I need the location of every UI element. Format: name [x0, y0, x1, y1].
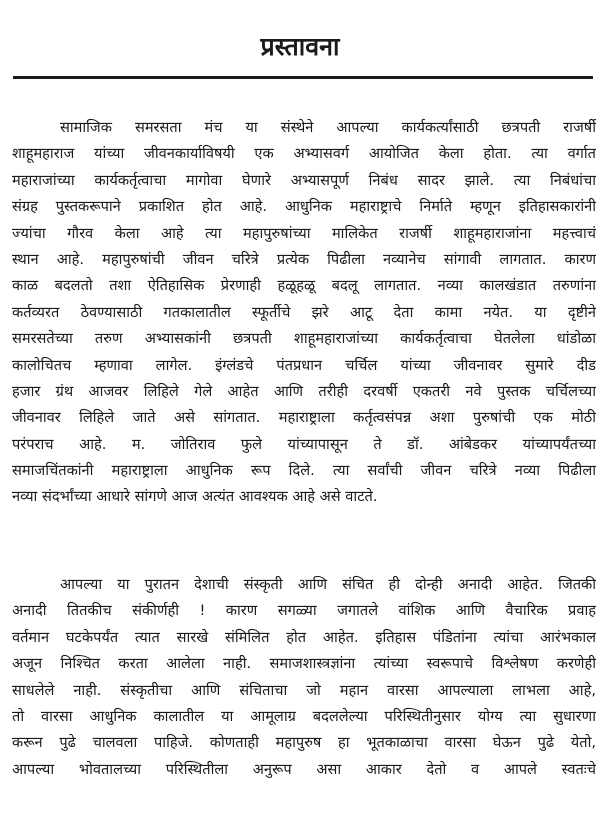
text-line: संग्रह पुस्तकरूपाने प्रकाशित होत आहे. आधुनिक महाराष्ट्राचे निर्माते म्हणून इतिहासकारांनी — [12, 198, 596, 216]
text-line: कालोचितच म्हणावा लागेल. इंग्लंडचे पंतप्रधान चर्चिल यांच्या जीवनावर सुमारे दीड — [12, 356, 596, 374]
text-line: कर्तव्यरत ठेवण्यासाठी गतकालातील स्फूर्तीचे झरे आटू देता कामा नयेत. या दृष्टीने — [12, 303, 596, 321]
text-line: समरसतेच्या तरुण अभ्यासकांनी छत्रपती शाहूमहाराजांच्या कार्यकर्तृत्वाचा घेतलेला धांडोळा — [12, 330, 596, 348]
text-line: साधलेले नाही. संस्कृतीचा आणि संचिताचा जो महान वारसा आपल्याला लाभला आहे, — [12, 681, 596, 699]
page-title: प्रस्तावना — [260, 32, 340, 61]
text-line: आपल्या भोवतालच्या परिस्थितीला अनुरूप असा आकार देतो व आपले स्वतःचे — [12, 760, 596, 778]
title-underline — [13, 76, 593, 79]
paragraph-2 — [12, 572, 596, 783]
text-line: करून पुढे चालवला पाहिजे. कोणताही महापुरुष हा भूतकाळाचा वारसा घेऊन पुढे येतो, — [12, 734, 596, 752]
text-line: आपल्या या पुरातन देशाची संस्कृती आणि संचित ही दोन्ही अनादी आहेत. जितकी — [60, 576, 596, 593]
text-line: शाहूमहाराज यांच्या जीवनकार्याविषयी एक अभ्यासवर्ग आयोजित केला होता. त्या वर्गात — [12, 145, 596, 163]
text-line: स्थान आहे. महापुरुषांची जीवन चरित्रे प्रत्येक पिढीला नव्यानेच सांगावी लागतात. कारण — [12, 250, 596, 268]
text-line: सामाजिक समरसता मंच या संस्थेने आपल्या कार्यकर्त्यांसाठी छत्रपती राजर्षी — [60, 119, 596, 136]
text-line: नव्या संदर्भांच्या आधारे सांगणे आज अत्यंत आवश्यक आहे असे वाटते. — [12, 488, 378, 506]
paragraph-1 — [12, 115, 596, 511]
text-line: तो वारसा आधुनिक कालातील या आमूलाग्र बदललेल्या परिस्थितीनुसार योग्य त्या सुधारणा — [12, 707, 596, 725]
text-line: परंपराच आहे. म. जोतिराव फुले यांच्यापासून ते डॉ. आंबेडकर यांच्यापर्यंतच्या — [12, 435, 596, 453]
text-line: समाजचिंतकांनी महाराष्ट्राला आधुनिक रूप दिले. त्या सर्वांची जीवन चरित्रे नव्या पिढीला — [12, 462, 596, 480]
text-line: जीवनावर लिहिले जाते असे सांगतात. महाराष्ट्राला कर्तृत्वसंपन्न अशा पुरुषांची एक मोठी — [12, 409, 596, 427]
text-line: अजून निश्चित करता आलेला नाही. समाजशास्त्रज्ञांना त्यांच्या स्वरूपाचे विश्लेषण करणेही — [12, 655, 596, 673]
text-line: महाराजांच्या कार्यकर्तृत्वाचा मागोवा घेणारे अभ्यासपूर्ण निबंध सादर झाले. त्या निबंधांचा — [12, 171, 596, 189]
text-line: काळ बदलतो तशा ऐतिहासिक प्रेरणाही हळूहळू बदलू लागतात. नव्या कालखंडात तरुणांना — [12, 277, 596, 295]
text-line: अनादी तितकीच संकीर्णही ! कारण सगळ्या जगातले वांशिक आणि वैचारिक प्रवाह — [12, 602, 596, 620]
text-line: हजार ग्रंथ आजवर लिहिले गेले आहेत आणि तरीही दरवर्षी एकतरी नवे पुस्तक चर्चिलच्या — [12, 382, 596, 400]
text-line: ज्यांचा गौरव केला आहे त्या महापुरुषांच्या मालिकेत राजर्षी शाहूमहाराजांना महत्त्वाचं — [12, 224, 596, 242]
text-line: वर्तमान घटकेपर्यंत त्यात सारखे संमिलित होत आहेत. इतिहास पंडितांना त्यांचा आरंभकाल — [12, 628, 596, 646]
